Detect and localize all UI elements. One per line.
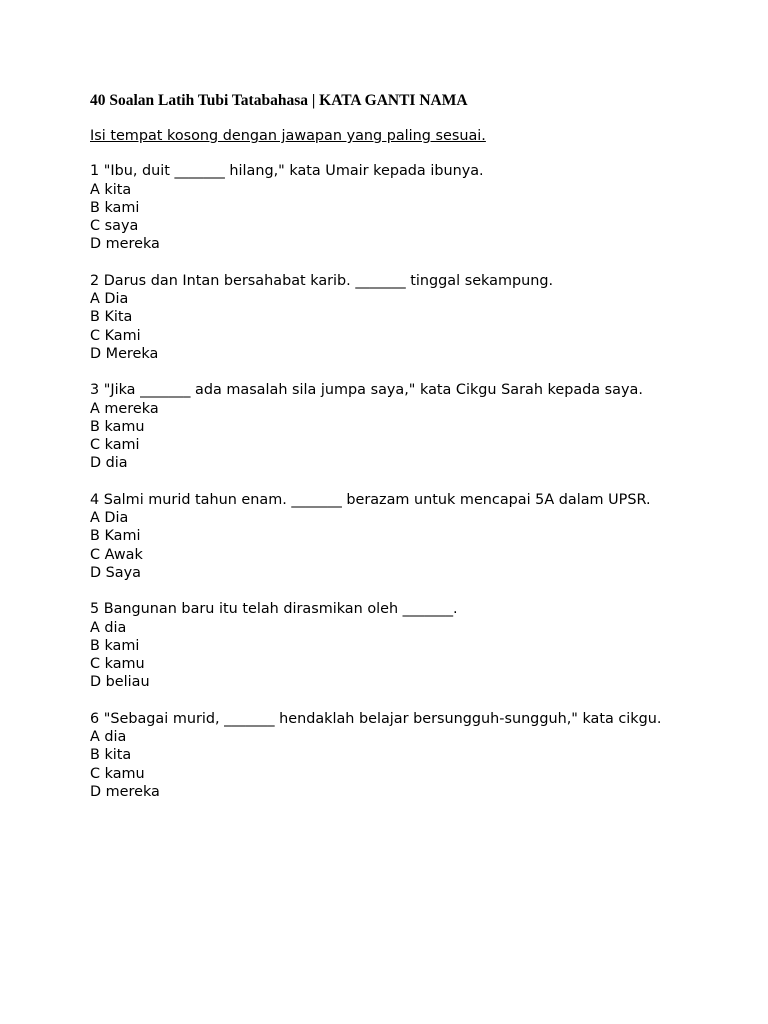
question-2 bbox=[90, 272, 690, 363]
option-c: C saya bbox=[90, 218, 139, 235]
question-text: 1 "Ibu, duit _______ hilang," kata Umair kepada ibunya. bbox=[90, 163, 484, 180]
option-a: A dia bbox=[90, 729, 127, 746]
option-a: A mereka bbox=[90, 400, 159, 417]
option-d: D mereka bbox=[90, 236, 160, 253]
option-b: B kamu bbox=[90, 418, 145, 435]
question-5 bbox=[90, 600, 690, 691]
question-6 bbox=[90, 710, 690, 801]
option-b: B kita bbox=[90, 747, 132, 764]
option-a: A kita bbox=[90, 181, 132, 198]
option-b: B kami bbox=[90, 637, 140, 654]
question-text: 6 "Sebagai murid, _______ hendaklah belajar bersungguh-sungguh," kata cikgu. bbox=[90, 710, 662, 727]
question-text: 5 Bangunan baru itu telah dirasmikan oleh _______. bbox=[90, 601, 458, 618]
option-d: D Mereka bbox=[90, 345, 159, 362]
question-4 bbox=[90, 491, 690, 582]
option-d: D dia bbox=[90, 455, 128, 472]
option-c: C kamu bbox=[90, 656, 145, 673]
option-b: B Kita bbox=[90, 309, 133, 326]
option-a: A Dia bbox=[90, 510, 129, 527]
option-c: C kami bbox=[90, 437, 140, 454]
option-c: C Awak bbox=[90, 546, 143, 563]
option-d: D Saya bbox=[90, 564, 141, 581]
option-d: D beliau bbox=[90, 674, 150, 691]
instruction-text: Isi tempat kosong dengan jawapan yang paling sesuai. bbox=[90, 128, 486, 144]
option-c: C kamu bbox=[90, 765, 145, 782]
option-c: C Kami bbox=[90, 327, 141, 344]
document-title: 40 Soalan Latih Tubi Tatabahasa | KATA GANTI NAMA bbox=[90, 92, 468, 109]
question-text: 3 "Jika _______ ada masalah sila jumpa saya," kata Cikgu Sarah kepada saya. bbox=[90, 382, 643, 399]
document-page bbox=[90, 91, 690, 819]
option-a: A dia bbox=[90, 619, 127, 636]
question-text: 2 Darus dan Intan bersahabat karib. _______ tinggal sekampung. bbox=[90, 272, 554, 289]
option-a: A Dia bbox=[90, 291, 129, 308]
option-d: D mereka bbox=[90, 783, 160, 800]
option-b: B Kami bbox=[90, 528, 141, 545]
question-1 bbox=[90, 162, 690, 253]
question-text: 4 Salmi murid tahun enam. _______ berazam untuk mencapai 5A dalam UPSR. bbox=[90, 491, 651, 508]
option-b: B kami bbox=[90, 199, 140, 216]
question-3 bbox=[90, 381, 690, 472]
